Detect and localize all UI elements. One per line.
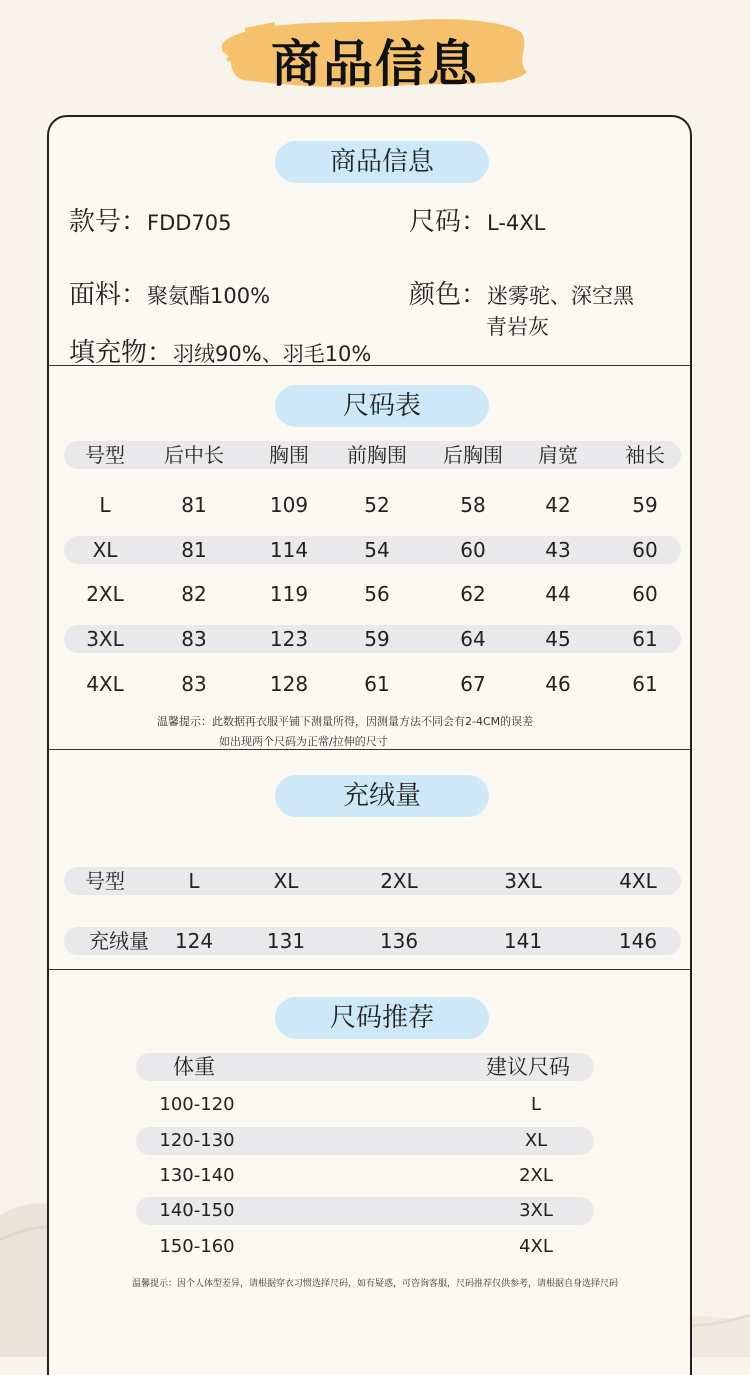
size-recommend-cell: 3XL	[519, 1200, 553, 1221]
size-chart-header-cell: 肩宽	[538, 443, 578, 467]
size-chart-header-cell: 胸围	[269, 443, 309, 467]
size-chart-header-cell: 后胸围	[443, 443, 503, 467]
size-chart-header-cell: 袖长	[625, 443, 665, 467]
size-chart-cell: 67	[460, 672, 486, 696]
size-chart-cell: 42	[545, 493, 571, 517]
size-range	[409, 201, 545, 238]
down-fill-header-cell: XL	[273, 869, 299, 893]
size-recommend-heading: 尺码推荐	[275, 997, 489, 1039]
color-value: 迷雾驼、深空黑	[487, 284, 635, 308]
down-fill-cell: 124	[174, 929, 214, 953]
size-chart-cell: 114	[269, 538, 309, 562]
size-chart-cell: 128	[269, 672, 309, 696]
page-title: 商品信息	[271, 35, 479, 93]
fabric	[69, 274, 270, 311]
filling-label: 填充物：	[69, 338, 174, 368]
size-chart-cell: 44	[545, 582, 571, 606]
fabric-value: 聚氨酯100%	[147, 284, 271, 308]
size-chart-cell: 60	[632, 538, 658, 562]
size-chart-heading: 尺码表	[275, 385, 489, 427]
size-chart-header-cell: 后中长	[164, 443, 224, 467]
size-chart-cell: 59	[632, 493, 658, 517]
size-recommend-note: 温馨提示：因个人体型差异，请根据穿衣习惯选择尺码，如有疑惑，可咨询客服，尺码推荐仅供参考，请根据自身选择尺码	[131, 1279, 618, 1289]
size-chart-cell: 83	[181, 627, 207, 651]
down-fill-cell: 充绒量	[89, 929, 149, 953]
size-recommend-cell: 120-130	[159, 1130, 235, 1151]
size-range-value: L-4XL	[487, 211, 546, 235]
down-fill-header-cell: 3XL	[504, 869, 542, 893]
size-chart-cell: 64	[460, 627, 486, 651]
size-chart-cell: 119	[269, 582, 309, 606]
page-title-banner	[215, 10, 535, 94]
size-recommend-header-cell: 体重	[173, 1055, 215, 1079]
size-recommend-cell: 4XL	[519, 1236, 553, 1257]
size-chart-cell: 59	[364, 627, 390, 651]
size-chart-cell: 54	[364, 538, 390, 562]
size-chart-cell: 3XL	[86, 627, 124, 651]
down-fill-cell: 141	[503, 929, 543, 953]
size-chart-cell: 109	[269, 493, 309, 517]
size-chart-note-2: 如出现两个尺码为正常/拉伸的尺寸	[219, 735, 388, 748]
color-value-line2: 青岩灰	[486, 315, 549, 339]
size-recommend-cell: 100-120	[159, 1094, 235, 1115]
size-chart-cell: 46	[545, 672, 571, 696]
size-recommend-cell: L	[530, 1094, 542, 1115]
size-chart-cell: 82	[181, 582, 207, 606]
down-fill-cell: 131	[266, 929, 306, 953]
size-chart-cell: L	[99, 493, 111, 517]
color	[409, 274, 634, 311]
down-fill-header-cell: L	[188, 869, 200, 893]
down-fill-cell: 136	[379, 929, 419, 953]
size-chart-cell: XL	[92, 538, 118, 562]
style-number-label: 款号：	[69, 207, 148, 237]
down-fill-header-cell: 4XL	[619, 869, 657, 893]
size-chart-cell: 2XL	[86, 582, 124, 606]
size-recommend-cell: 150-160	[159, 1236, 235, 1257]
size-chart-header-cell: 前胸围	[347, 443, 407, 467]
size-chart-cell: 52	[364, 493, 390, 517]
size-chart-cell: 61	[364, 672, 390, 696]
size-chart-cell: 62	[460, 582, 486, 606]
size-chart-cell: 60	[460, 538, 486, 562]
color-label: 颜色：	[409, 280, 488, 310]
down-fill-header-cell: 号型	[85, 869, 125, 893]
section-divider	[49, 969, 690, 970]
size-chart-cell: 123	[269, 627, 309, 651]
size-recommend-cell: 2XL	[519, 1165, 553, 1186]
size-recommend-header-cell: 建议尺码	[486, 1055, 570, 1079]
size-chart-cell: 60	[632, 582, 658, 606]
size-chart-header-cell: 号型	[85, 443, 125, 467]
size-chart-cell: 43	[545, 538, 571, 562]
fabric-label: 面料：	[69, 280, 148, 310]
style-number	[69, 201, 232, 238]
down-fill-cell: 146	[618, 929, 658, 953]
size-chart-cell: 58	[460, 493, 486, 517]
filling	[69, 332, 371, 369]
size-recommend-cell: XL	[524, 1130, 548, 1151]
size-chart-note: 温馨提示：此数据再衣服平铺下测量所得，因测量方法不同会有2-4CM的误差	[157, 715, 534, 728]
size-recommend-cell: 140-150	[159, 1200, 235, 1221]
filling-value: 羽绒90%、羽毛10%	[173, 342, 372, 366]
size-chart-cell: 83	[181, 672, 207, 696]
section-divider	[49, 749, 690, 750]
size-range-label: 尺码：	[409, 207, 488, 237]
size-chart-cell: 61	[632, 627, 658, 651]
product-info-heading: 商品信息	[275, 141, 489, 183]
size-recommend-cell: 130-140	[159, 1165, 235, 1186]
size-chart-cell: 81	[181, 538, 207, 562]
section-divider	[49, 365, 690, 366]
size-chart-cell: 45	[545, 627, 571, 651]
size-chart-cell: 81	[181, 493, 207, 517]
size-chart-cell: 61	[632, 672, 658, 696]
style-number-value: FDD705	[147, 211, 232, 235]
down-fill-header-cell: 2XL	[380, 869, 418, 893]
size-chart-cell: 4XL	[86, 672, 124, 696]
size-chart-cell: 56	[364, 582, 390, 606]
content-card	[47, 115, 692, 1375]
down-fill-heading: 充绒量	[275, 775, 489, 817]
